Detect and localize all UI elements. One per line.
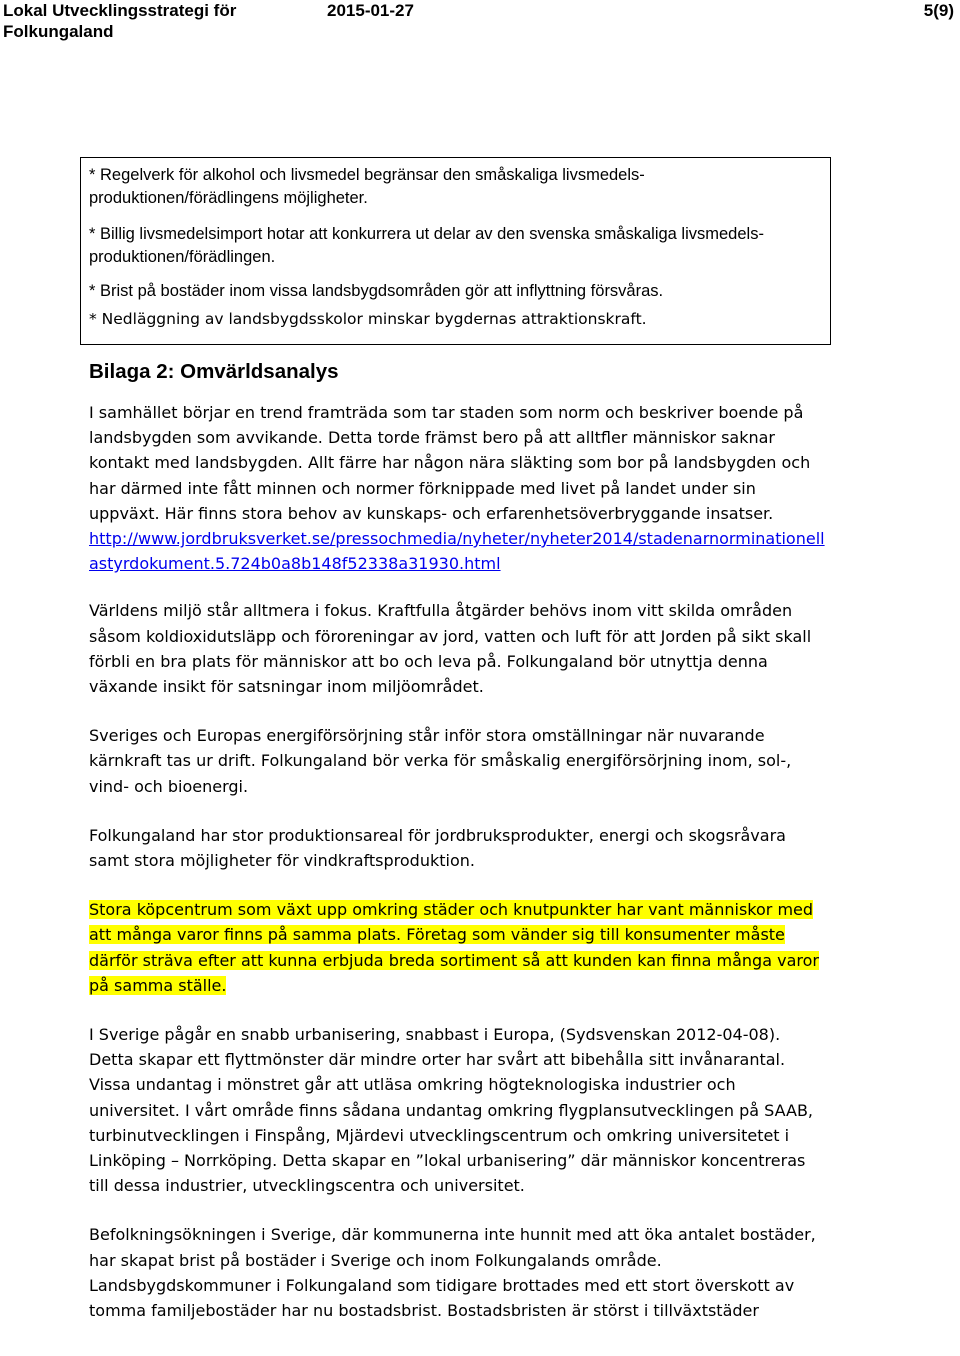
document-title: Lokal Utvecklingsstrategi för Folkungaland [3,1,237,41]
section-body [89,400,829,1323]
page-number: 5(9) [923,1,954,20]
paragraph: Befolkningsökningen i Sverige, där kommunerna inte hunnit med att öka antalet bostäder, har skapat brist på bostäder i Sverige och inom Folkungalands område. Landsbygdskommuner i Folkungaland som tidigare brottades med ett stort överskott av tomma familjebostäder har nu bostadsbrist. Bostadsbristen är störst i tillväxtstäder [89,1225,816,1321]
highlighted-paragraph: Stora köpcentrum som växt upp omkring städer och knutpunkter har vant människor med att många varor finns på samma plats. Företag som vänder sig till konsumenter måste därför sträva efter att kunna erbjuda breda sortiment så att kunden kan finna många varor på samma ställe. [89,900,819,995]
paragraph: Sveriges och Europas energiförsörjning står inför stora omställningar när nuvarande kärnkraft tas ur drift. Folkungaland bör verka för småskalig energiförsörjning inom, sol-, vind- och bioenergi. [89,726,792,796]
box-bullet: * Regelverk för alkohol och livsmedel begränsar den småskaliga livsmedels-produktionen/förädlingens möjligheter. [89,166,645,207]
source-link[interactable]: http://www.jordbruksverket.se/pressochmedia/nyheter/nyheter2014/stadenarnorminationellastyrdokument.5.724b0a8b148f52338a31930.html [89,529,825,574]
section-heading: Bilaga 2: Omvärldsanalys [89,360,339,383]
weakness-box [80,157,831,345]
paragraph: Världens miljö står alltmera i fokus. Kraftfulla åtgärder behövs inom vitt skilda områden såsom koldioxidutsläpp och föroreningar av jord, vatten och luft för att Jorden på sikt skall förbli en bra plats för människor att bo och leva på. Folkungaland bör utnyttja denna växande insikt för satsningar inom miljöområdet. [89,601,812,697]
paragraph: Folkungaland har stor produktionsareal för jordbruksprodukter, energi och skogsråvara samt stora möjligheter för vindkraftsproduktion. [89,825,786,871]
document-date: 2015-01-27 [327,1,414,20]
box-bullet: * Billig livsmedelsimport hotar att konkurrera ut delar av den svenska småskaliga livsmedels- produktionen/förädlingen. [89,225,764,266]
paragraph: I samhället börjar en trend framträda som tar staden som norm och beskriver boende på landsbygden som avvikande. Detta torde främst bero på att alltfler människor saknar kontakt med landsbygden. Allt färre har någon nära släkting som bor på landsbygden och har därmed inte fått minnen och normer förknippade med livet på landet under sin uppväxt. Här finns stora behov av kunskaps- och erfarenhetsöverbryggande insatser. [89,403,811,523]
box-bullet: * Brist på bostäder inom vissa landsbygdsområden gör att inflyttning försvåras. [89,282,664,300]
page-header [0,0,960,48]
paragraph: I Sverige pågår en snabb urbanisering, snabbast i Europa, (Sydsvenskan 2012-04-08). Detta skapar ett flyttmönster där mindre orter har svårt att bibehålla sitt invånarantal. Vissa undantag i mönstret går att utläsa omkring högteknologiska industrier och universitet. I vårt område finns sådana undantag omkring flygplansutvecklingen på SAAB, turbinutvecklingen i Finspång, Mjärdevi utvecklingscentrum och omkring universitetet i Linköping – Norrköping. Detta skapar en ”lokal urbanisering” där människor koncentreras till dessa industrier, utvecklingscentra och universitet. [89,1025,814,1196]
box-bullet: * Nedläggning av landsbygdsskolor minskar bygdernas attraktionskraft. [89,310,647,328]
